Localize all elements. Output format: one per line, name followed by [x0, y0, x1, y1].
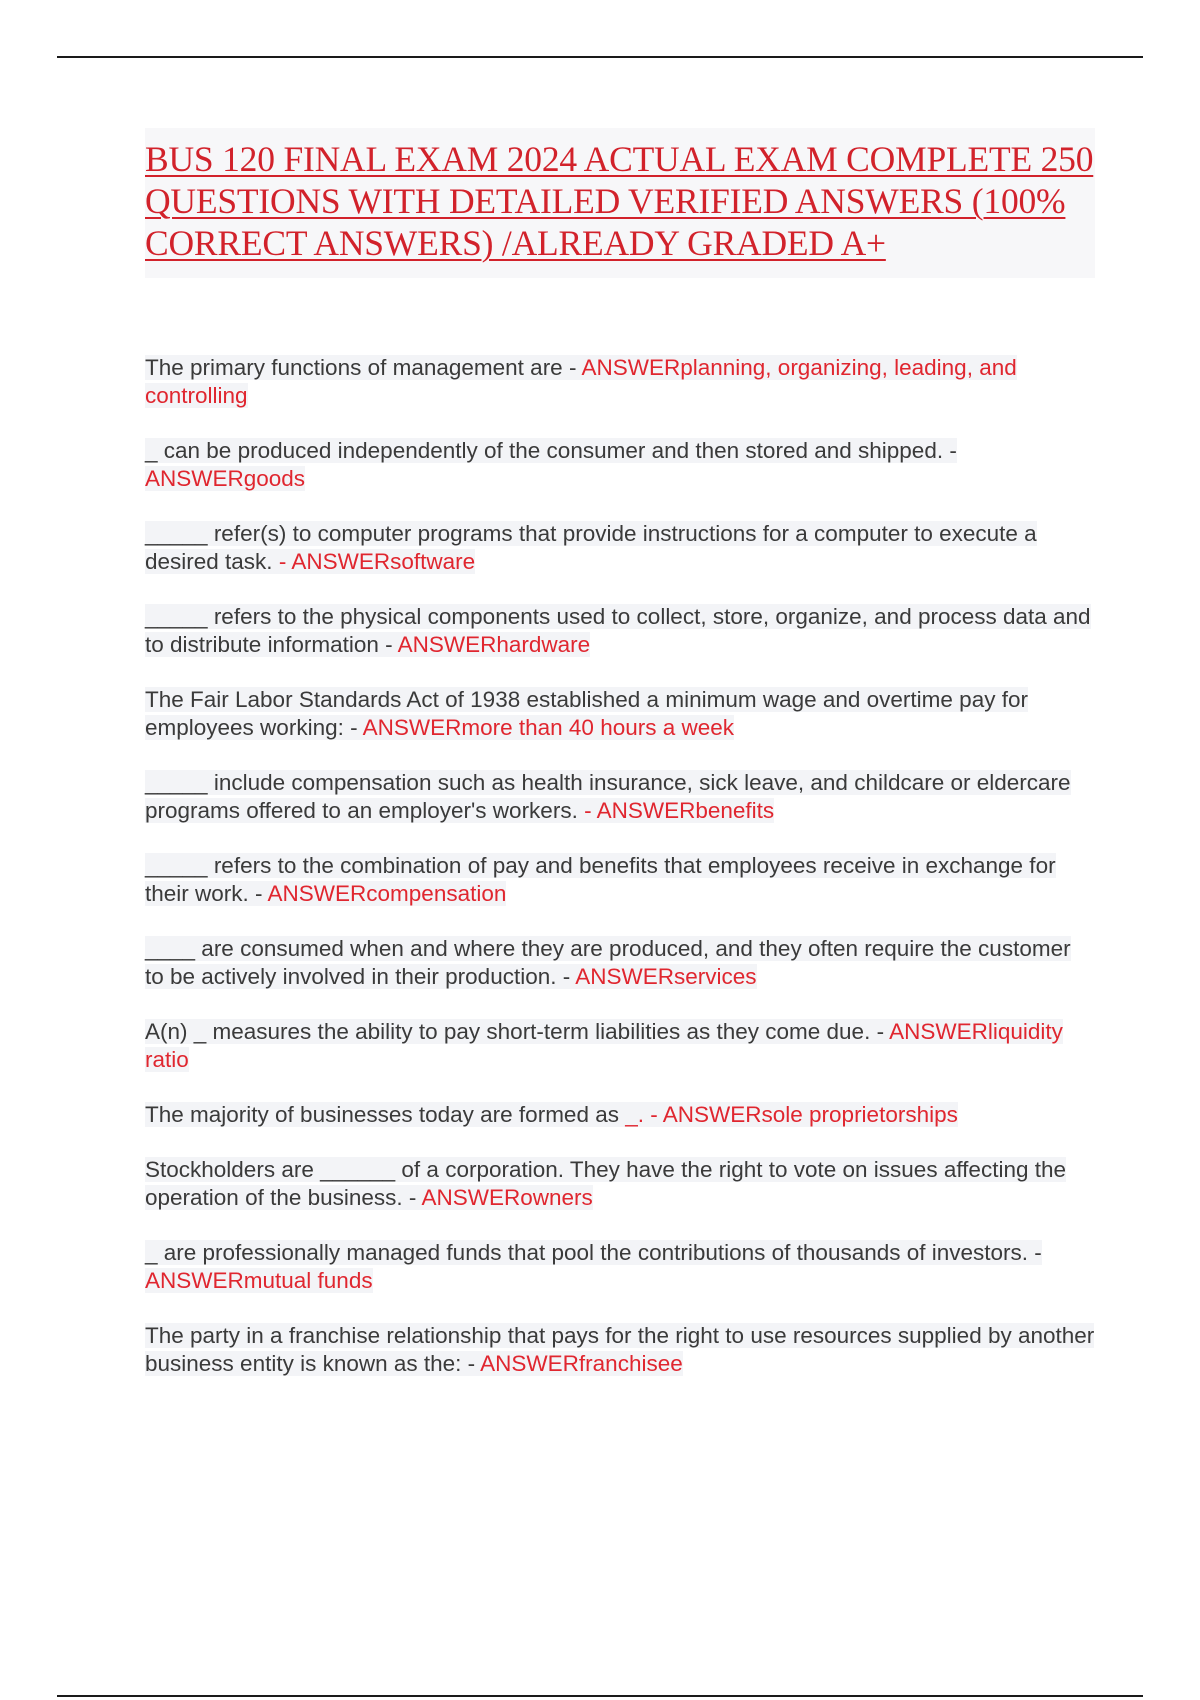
qa-item: [145, 769, 1095, 825]
answer-text: ANSWERmore than 40 hours a week: [362, 715, 735, 740]
answer-text: ANSWERfranchisee: [480, 1351, 683, 1376]
answer-text: ANSWERmutual funds: [145, 1268, 373, 1293]
answer-text: ANSWERservices: [575, 964, 757, 989]
question-text: The party in a franchise relationship that pays for the right to use resources supplied by another business entity is known as the: -: [145, 1323, 1095, 1376]
qa-item: [145, 1018, 1095, 1074]
answer-text: ANSWERplanning, organizing, leading, and controlling: [145, 355, 1017, 408]
answer-text: _. - ANSWERsole proprietorships: [625, 1102, 958, 1127]
question-text: _____ refers to the combination of pay and benefits that employees receive in exchange for their work. -: [145, 853, 1056, 906]
qa-item: [145, 852, 1095, 908]
qa-item: [145, 520, 1095, 576]
top-divider: [57, 56, 1143, 58]
document-body: [145, 128, 1095, 1405]
answer-text: - ANSWERbenefits: [584, 798, 775, 823]
question-text: _____ refers to the physical components used to collect, store, organize, and process data and to distribute information -: [145, 604, 1091, 657]
title-block: [145, 128, 1095, 278]
answer-text: ANSWERcompensation: [267, 881, 507, 906]
question-text: _____ include compensation such as health insurance, sick leave, and childcare or eldercare programs offered to an employer's workers.: [145, 770, 1071, 823]
question-text: The majority of businesses today are formed as: [145, 1102, 626, 1127]
question-text: _ are professionally managed funds that pool the contributions of thousands of investors. -: [145, 1240, 1042, 1265]
document-title: BUS 120 FINAL EXAM 2024 ACTUAL EXAM COMPLETE 250 QUESTIONS WITH DETAILED VERIFIED ANSWERS (100% CORRECT ANSWERS) /ALREADY GRADED A+: [145, 139, 1094, 263]
answer-text: ANSWERhardware: [397, 632, 591, 657]
question-list: [145, 354, 1095, 1378]
qa-item: [145, 935, 1095, 991]
answer-text: - ANSWERsoftware: [278, 549, 476, 574]
question-text: ____ are consumed when and where they are produced, and they often require the customer to be actively involved in their production. -: [145, 936, 1071, 989]
question-text: The primary functions of management are -: [145, 355, 582, 380]
qa-item: [145, 1322, 1095, 1378]
qa-item: [145, 437, 1095, 493]
bottom-divider: [57, 1695, 1143, 1697]
qa-item: [145, 1156, 1095, 1212]
answer-text: ANSWERliquidity ratio: [145, 1019, 1063, 1072]
qa-item: [145, 686, 1095, 742]
qa-item: [145, 354, 1095, 410]
answer-text: ANSWERgoods: [145, 466, 306, 491]
question-text: Stockholders are ______ of a corporation. They have the right to vote on issues affecting the operation of the business. -: [145, 1157, 1067, 1210]
qa-item: [145, 1101, 1095, 1129]
question-text: _____ refer(s) to computer programs that provide instructions for a computer to execute a desired task.: [145, 521, 1037, 574]
qa-item: [145, 603, 1095, 659]
qa-item: [145, 1239, 1095, 1295]
question-text: _ can be produced independently of the consumer and then stored and shipped. -: [145, 438, 957, 463]
question-text: A(n) _ measures the ability to pay short-term liabilities as they come due. -: [145, 1019, 890, 1044]
answer-text: ANSWERowners: [421, 1185, 593, 1210]
question-text: The Fair Labor Standards Act of 1938 established a minimum wage and overtime pay for employees working: -: [145, 687, 1028, 740]
